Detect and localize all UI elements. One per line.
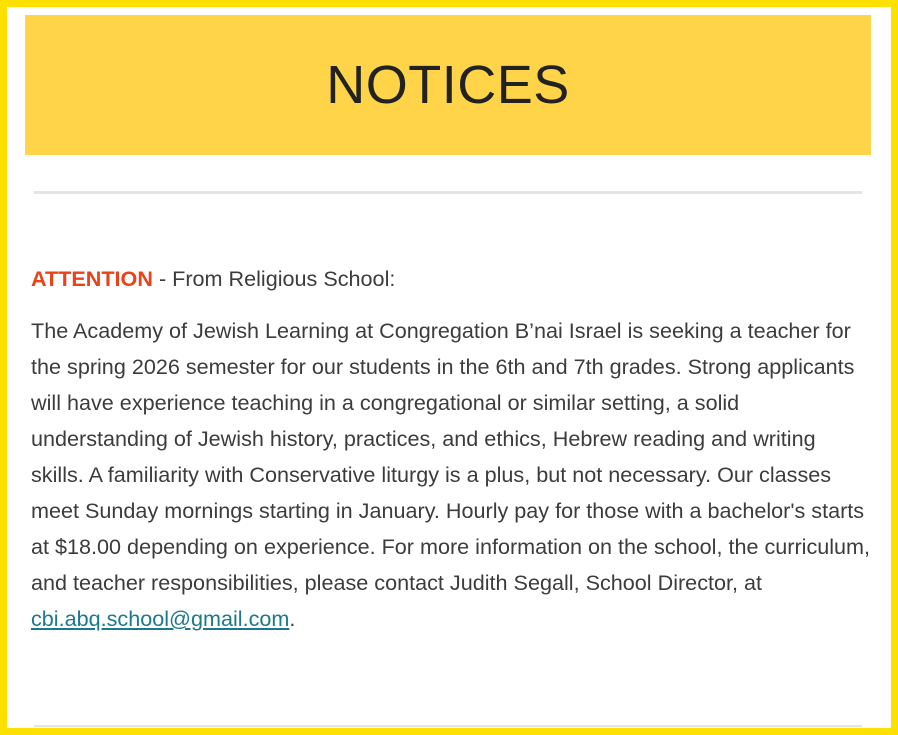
page-title: NOTICES	[326, 55, 570, 115]
divider	[34, 191, 862, 194]
notice-content	[31, 261, 871, 637]
attention-source: - From Religious School:	[152, 266, 396, 291]
notice-body	[31, 313, 871, 637]
notice-body-text: The Academy of Jewish Learning at Congregation B’nai Israel is seeking a teacher for the spring 2026 semester for our students in the 6th and 7th grades. Strong applicants will have experience teaching in a congregational or similar setting, a solid understanding of Jewish history, practices, and ethics, Hebrew reading and writing skills. A familiarity with Conservative liturgy is a plus, but not necessary. Our classes meet Sunday mornings starting in January. Hourly pay for those with a bachelor's starts at $18.00 depending on experience. For more information on the school, the curriculum, and teacher responsibilities, please contact Judith Segall, School Director, at	[31, 318, 871, 595]
divider-bottom	[34, 725, 862, 727]
notices-header	[25, 15, 871, 155]
email-link[interactable]: cbi.abq.school@gmail.com	[31, 606, 290, 631]
attention-line	[31, 261, 871, 297]
attention-label: ATTENTION	[31, 266, 153, 291]
end-punctuation: .	[289, 606, 296, 631]
